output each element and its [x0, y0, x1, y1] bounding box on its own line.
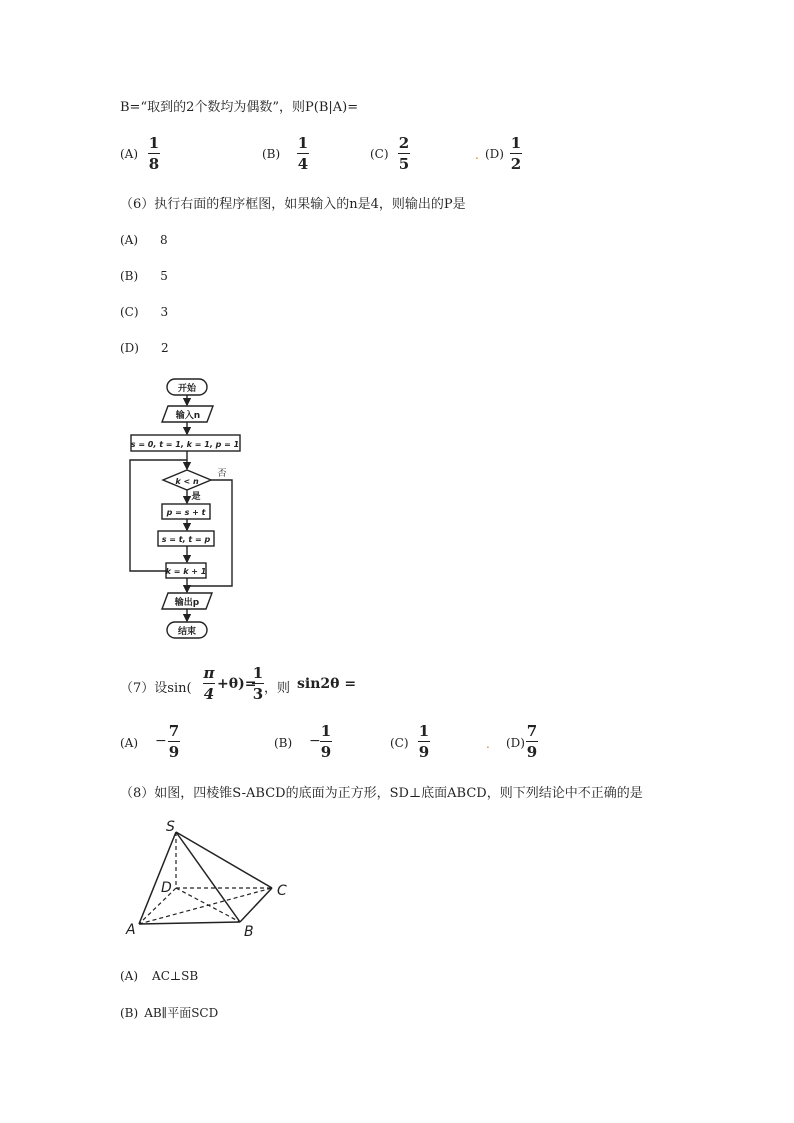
flow-init-box	[131, 435, 240, 451]
q6-option-a-label: (A)	[120, 233, 139, 247]
q7-option-a-label: (A)	[120, 736, 139, 750]
q8-option-a-text: AC⊥SB	[152, 969, 199, 983]
q6-option-d-label: (D)	[120, 341, 139, 355]
q7-prefix: （7）设sin(	[120, 681, 192, 696]
flow-start-box	[167, 379, 207, 395]
q7-option-d-fraction	[526, 722, 538, 761]
vertex-d: D	[161, 880, 172, 896]
flow-step3-box	[166, 563, 206, 578]
q7-angle-fraction	[203, 664, 215, 703]
q6-option-a-value: 8	[160, 233, 168, 247]
q7-suffix: ，则	[264, 681, 291, 696]
flow-no-branch	[187, 480, 232, 586]
q5-option-c-den: 5	[398, 155, 410, 173]
q5-option-d-label: (D)	[485, 147, 504, 161]
q5-option-c-label: (C)	[370, 147, 389, 161]
q6-option-b-value: 5	[160, 269, 168, 283]
flow-condition-diamond	[163, 470, 211, 490]
q7-rhs-num: 1	[252, 664, 264, 682]
flow-step1-box	[162, 504, 210, 519]
flow-end-text: 结束	[177, 627, 197, 637]
q6-option-a	[120, 233, 168, 247]
q7-option-a-fraction	[168, 722, 180, 761]
flow-start-text: 开始	[177, 384, 197, 394]
flow-step1-text: p = s + t	[166, 508, 206, 517]
q5-option-b-fraction	[297, 134, 309, 173]
q7-option-b-fraction	[320, 722, 332, 761]
q7-option-b-den: 9	[320, 743, 332, 761]
flow-input-box	[162, 406, 213, 422]
flow-step3-text: k = k + 1	[165, 567, 207, 576]
vertex-c: C	[277, 883, 287, 899]
q8-option-a	[120, 969, 198, 983]
q5-stem: B=“取到的2个数均为偶数”，则P(B|A)=	[120, 100, 359, 115]
q7-option-b-num: 1	[320, 722, 332, 740]
q5-option-d-den: 2	[510, 155, 522, 173]
q8-option-b-text: AB∥平面SCD	[144, 1006, 219, 1020]
q7-option-d-den: 9	[526, 743, 538, 761]
q6-stem: （6）执行右面的程序框图，如果输入的n是4，则输出的P是	[120, 197, 466, 212]
q6-option-c-label: (C)	[120, 305, 139, 319]
q8-option-a-label: (A)	[120, 969, 139, 983]
flow-output-text: 输出p	[174, 598, 200, 608]
q7-theta: +θ)=	[217, 676, 257, 692]
q6-option-c-value: 3	[160, 305, 169, 319]
flow-input-text: 输入n	[175, 411, 201, 421]
flow-condition-text: k < n	[175, 477, 199, 486]
q8-option-b-label: (B)	[120, 1006, 139, 1020]
q5-option-d-num: 1	[510, 134, 522, 152]
q5-option-b-label: (B)	[262, 147, 281, 161]
flow-init-text: s = 0, t = 1, k = 1, p = 1	[130, 440, 240, 449]
flow-yes-label: 是	[191, 492, 201, 502]
vertex-a: A	[126, 922, 136, 938]
q7-option-c-num: 1	[418, 722, 430, 740]
flow-step2-text: s = t, t = p	[161, 535, 211, 544]
q6-option-b	[120, 269, 168, 283]
q5-option-a-num: 1	[148, 134, 160, 152]
flow-output-box	[162, 593, 212, 609]
q5-mark: .	[475, 148, 479, 162]
q7-option-c-den: 9	[418, 743, 430, 761]
q5-option-d-fraction	[510, 134, 522, 173]
q5-option-a-label: (A)	[120, 147, 139, 161]
q5-option-b-den: 4	[297, 155, 309, 173]
flow-no-label: 否	[217, 469, 227, 479]
q5-option-b-num: 1	[297, 134, 309, 152]
q6-option-d	[120, 341, 169, 355]
q6-option-c	[120, 305, 168, 319]
q7-pi: π	[203, 664, 215, 682]
q7-option-c-fraction	[418, 722, 430, 761]
vertex-s: S	[166, 819, 175, 835]
q5-option-c-fraction	[398, 134, 410, 173]
q7-option-d-num: 7	[526, 722, 538, 740]
vertex-b: B	[244, 924, 254, 940]
flow-step2-box	[158, 531, 214, 546]
q7-option-a-sign: −	[155, 733, 167, 749]
q7-option-a-den: 9	[168, 743, 180, 761]
q7-sin2theta: sin2θ =	[297, 676, 357, 692]
q7-option-b-label: (B)	[274, 736, 293, 750]
q7-option-a-num: 7	[168, 722, 180, 740]
q7-option-b-sign: −	[309, 733, 321, 749]
q5-option-a-fraction	[148, 134, 160, 173]
q6-option-d-value: 2	[160, 341, 169, 355]
q6-option-b-label: (B)	[120, 269, 139, 283]
flow-loop-back	[130, 460, 187, 571]
q8-option-b	[120, 1004, 218, 1021]
q5-option-a-den: 8	[148, 155, 160, 173]
q7-option-d-label: (D)	[506, 736, 525, 750]
q7-rhs-fraction	[252, 664, 264, 703]
flow-end-box	[167, 622, 207, 638]
q8-stem: （8）如图，四棱锥S-ABCD的底面为正方形，SD⊥底面ABCD，则下列结论中不正确的是	[120, 786, 643, 801]
q5-option-c-num: 2	[398, 134, 410, 152]
q7-mark: .	[486, 737, 490, 751]
q7-den4: 4	[203, 685, 215, 703]
q7-option-c-label: (C)	[390, 736, 409, 750]
q7-rhs-den: 3	[252, 685, 264, 703]
